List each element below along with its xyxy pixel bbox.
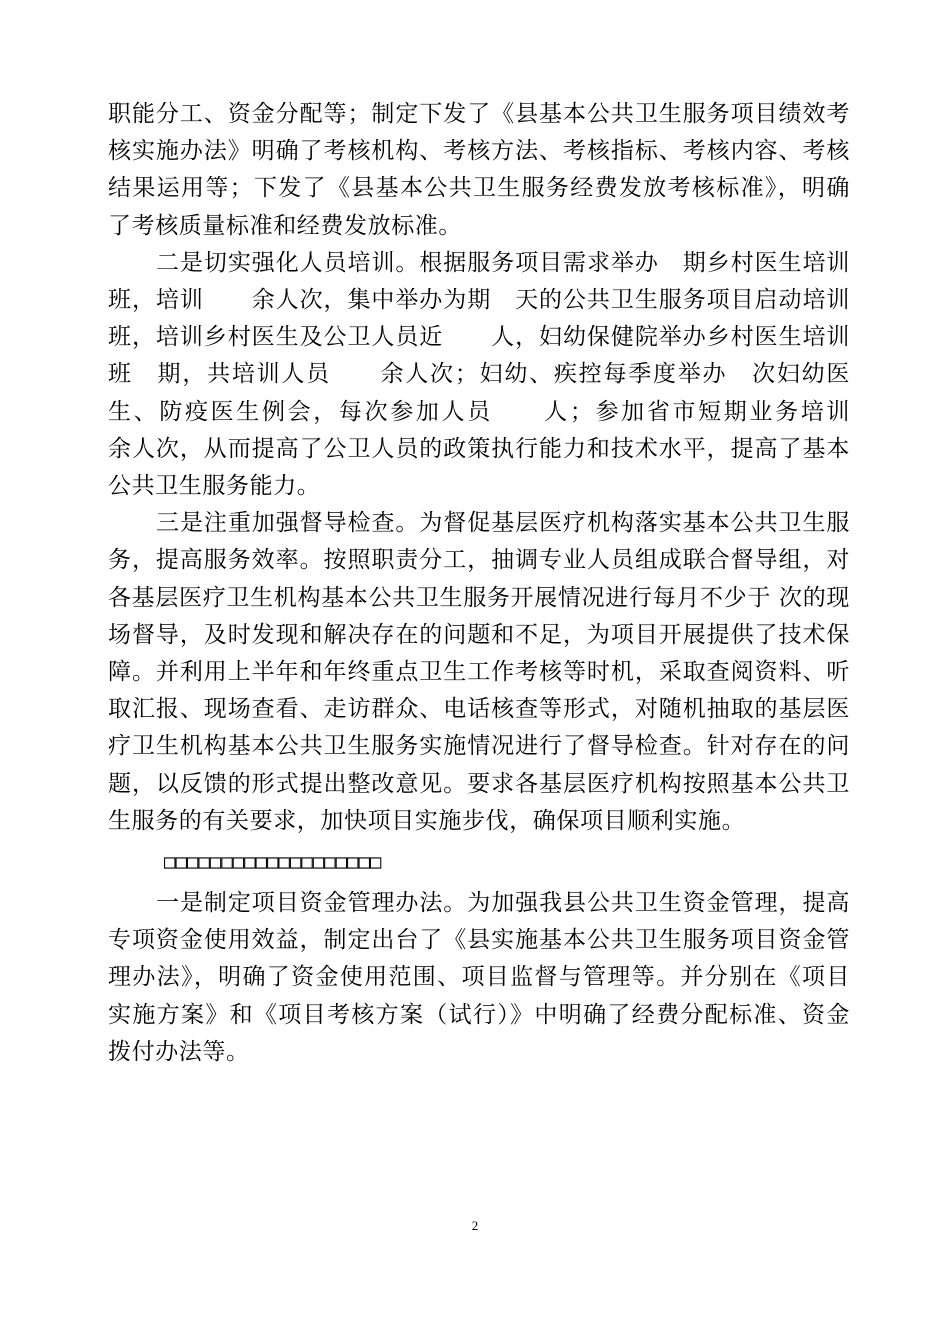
paragraph-assessment-standards: 职能分工、资金分配等；制定下发了《县基本公共卫生服务项目绩效考核实施办法》明确了考核机构、考核方法、考核指标、考核内容、考核结果运用等；下发了《县基本公共卫生服务经费发放考核标准》，明确了考核质量标准和经费发放标准。	[108, 101, 850, 239]
section-heading-unrendered: □□□□□□□□□□□□□□□□□□□	[164, 851, 382, 874]
paragraph-staff-training: 二是切实强化人员培训。根据服务项目需求举办 期乡村医生培训班，培训 余人次，集中举办为期 天的公共卫生服务项目启动培训班，培训乡村医生及公卫人员近 人，妇幼保健院举办乡村医生培训班 期，共培训人员 余人次；妇幼、疾控每季度举办 次妇幼医生、防疫医生例会，每次参加人员 人；参加省市短期业务培训 余人次，从而提高了公卫人员的政策执行能力和技术水平，提高了基本公共卫生服务能力。	[108, 249, 898, 500]
paragraph-fund-management: 一是制定项目资金管理办法。为加强我县公共卫生资金管理，提高专项资金使用效益，制定出台了《县实施基本公共卫生服务项目资金管理办法》，明确了资金使用范围、项目监督与管理等。并分别在《项目实施方案》和《项目考核方案（试行）》中明确了经费分配标准、资金拨付办法等。	[108, 890, 850, 1065]
page-number: 2	[471, 1218, 479, 1233]
document-body	[108, 96, 898, 1071]
paragraph-supervision-inspection: 三是注重加强督导检查。为督促基层医疗机构落实基本公共卫生服务，提高服务效率。按照职责分工，抽调专业人员组成联合督导组，对各基层医疗卫生机构基本公共卫生服务开展情况进行每月不少于 次的现场督导，及时发现和解决存在的问题和不足，为项目开展提供了技术保障。并利用上半年和年终重点卫生工作考核等时机，采取查阅资料、听取汇报、现场查看、走访群众、电话核查等形式，对随机抽取的基层医疗卫生机构基本公共卫生服务实施情况进行了督导检查。针对存在的问题，以反馈的形式提出整改意见。要求各基层医疗机构按照基本公共卫生服务的有关要求，加快项目实施步伐，确保项目顺利实施。	[108, 510, 850, 834]
